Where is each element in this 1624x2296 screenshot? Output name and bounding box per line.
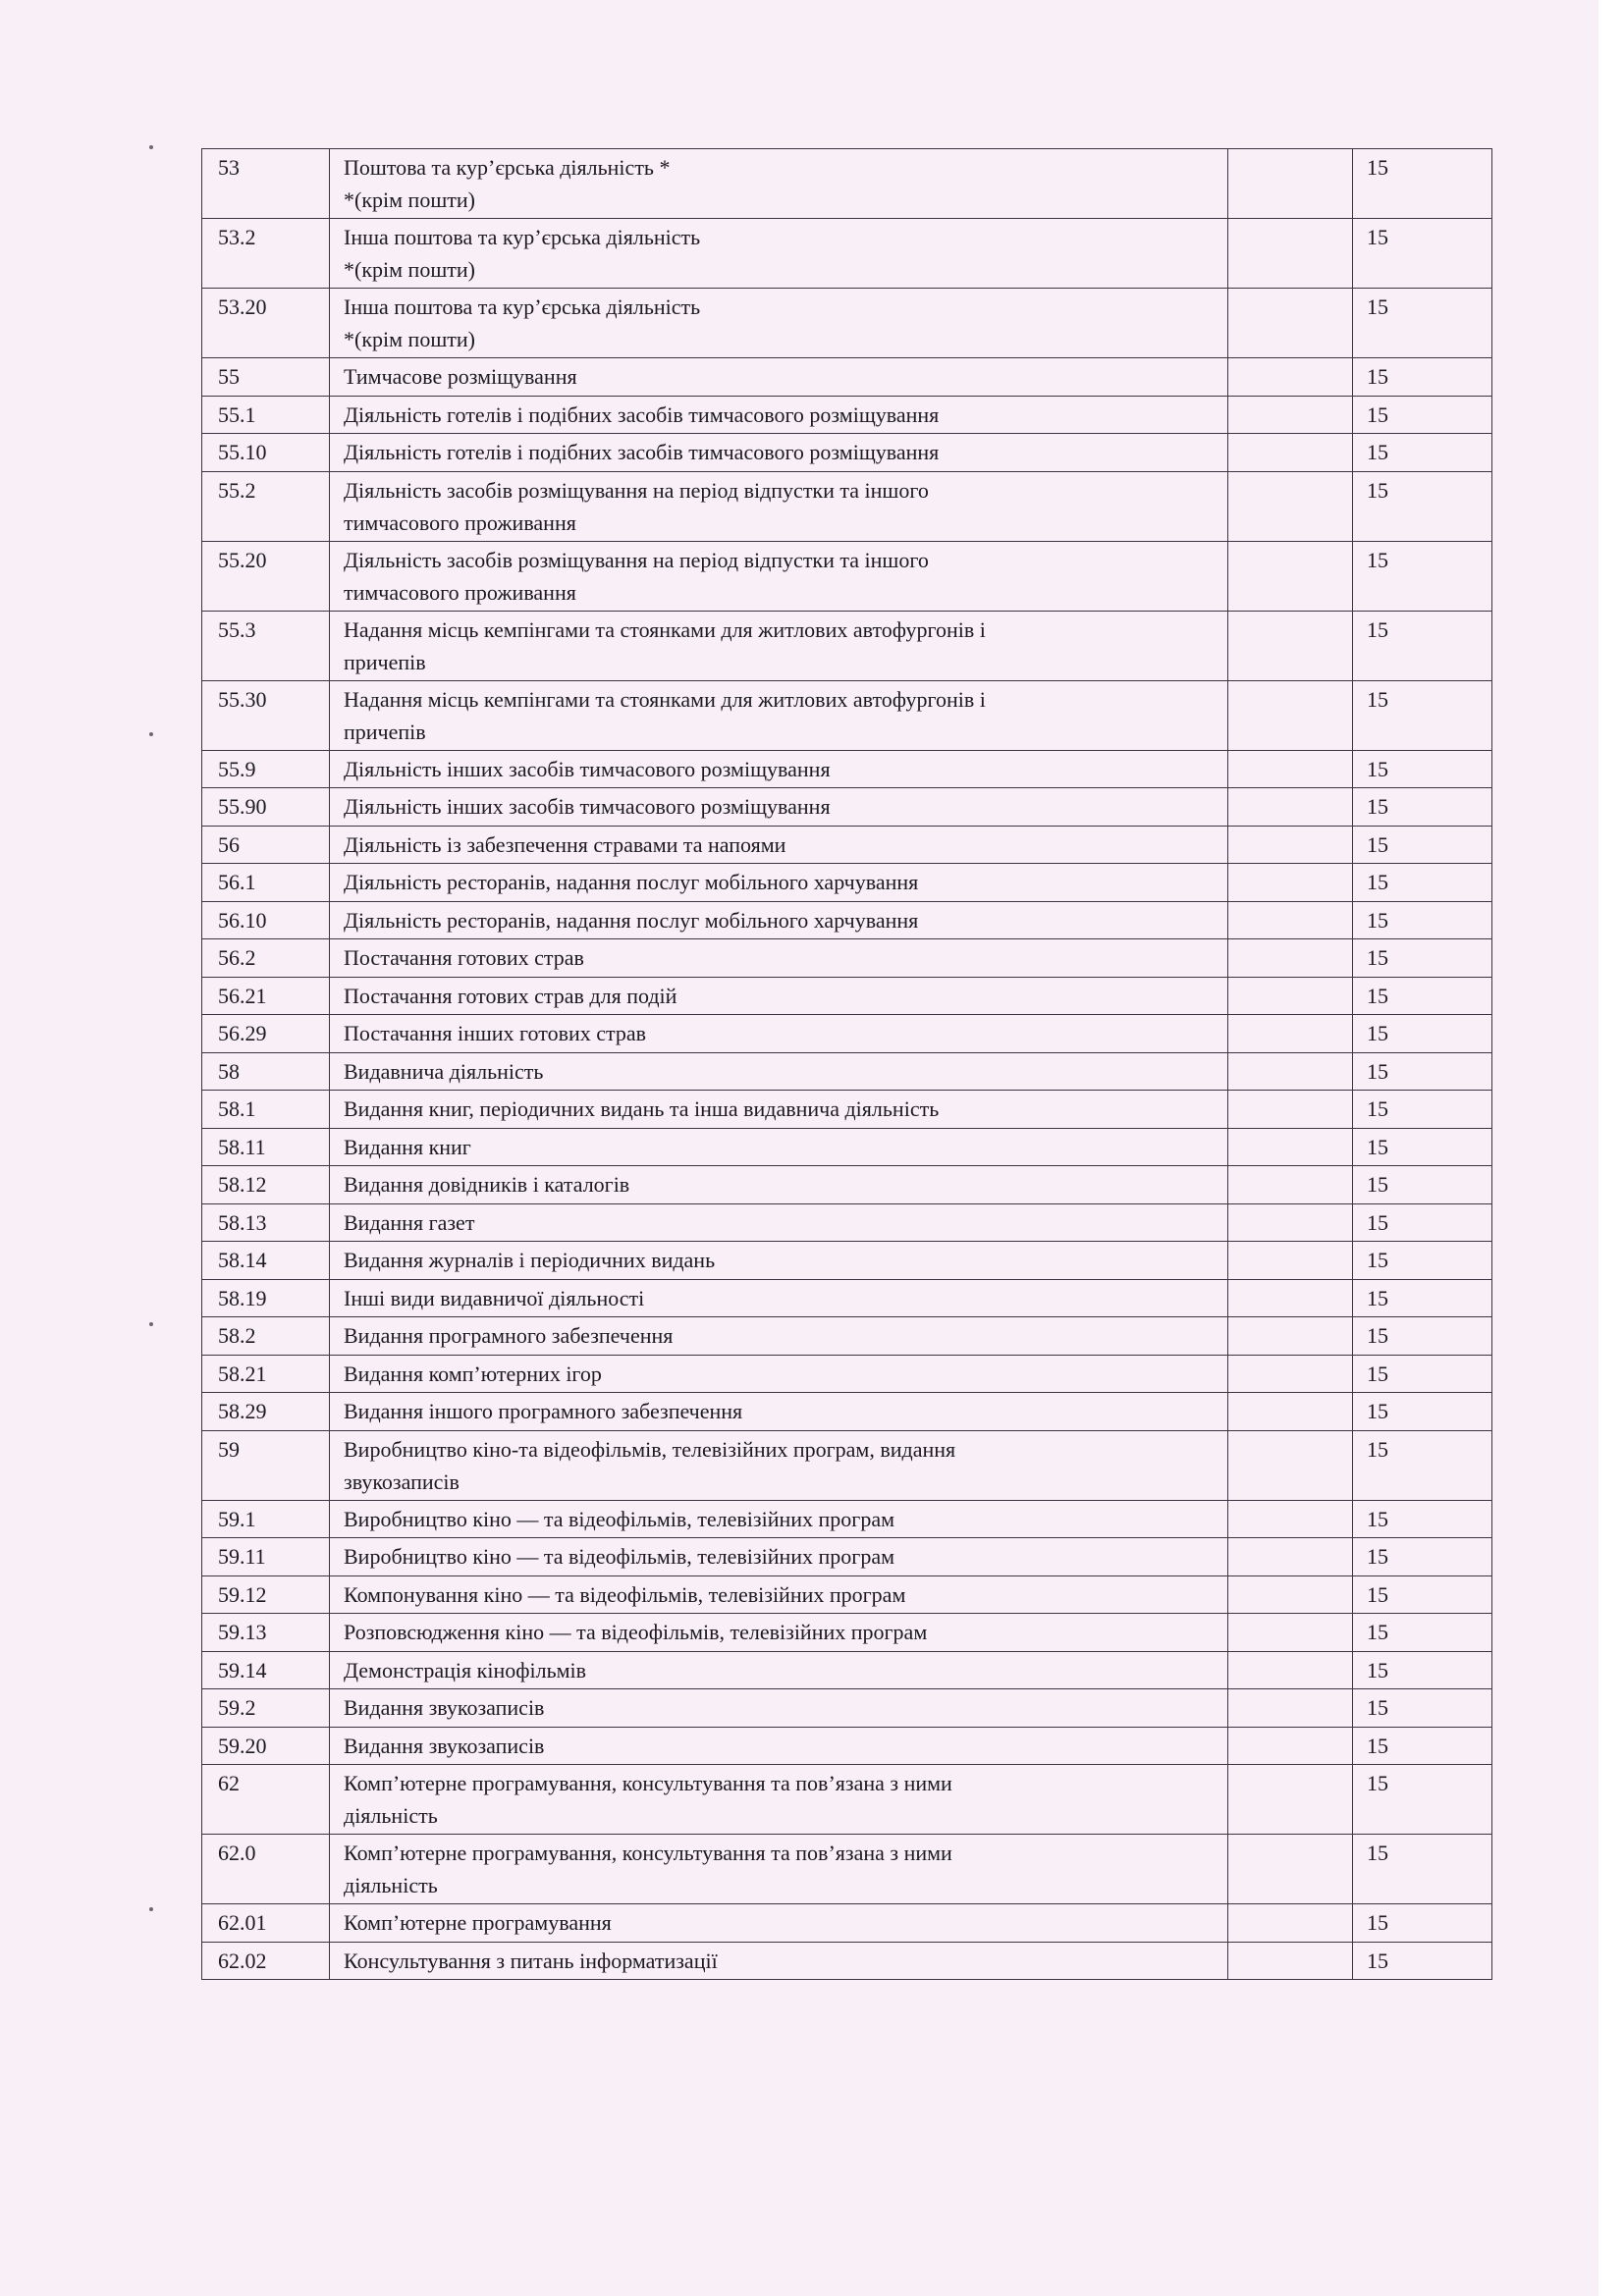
- activity-code: 55.2: [202, 471, 330, 541]
- rate-value: 15: [1353, 1835, 1492, 1904]
- activity-name: Видання звукозаписів: [344, 1733, 545, 1758]
- activity-name-cell: [330, 1500, 1228, 1538]
- scan-speck: [149, 1322, 153, 1326]
- table-row: [202, 289, 1492, 358]
- rate-value: 15: [1353, 471, 1492, 541]
- activity-name-cell: [330, 1166, 1228, 1204]
- table-row: [202, 611, 1492, 680]
- table-row: [202, 1279, 1492, 1317]
- rate-value: 15: [1353, 1052, 1492, 1091]
- activity-name: Виробництво кіно — та відеофільмів, телевізійних програм: [344, 1544, 895, 1569]
- rate-value: 15: [1353, 1765, 1492, 1835]
- activity-name: Видання довідників і каталогів: [344, 1172, 630, 1197]
- table-row: [202, 788, 1492, 827]
- empty-cell: [1228, 471, 1353, 541]
- activity-name-cell: [330, 1317, 1228, 1356]
- empty-cell: [1228, 788, 1353, 827]
- activity-code: 62.0: [202, 1835, 330, 1904]
- rate-value: 15: [1353, 611, 1492, 680]
- empty-cell: [1228, 1575, 1353, 1614]
- activity-name-cell: [330, 1279, 1228, 1317]
- activity-code: 56.29: [202, 1015, 330, 1053]
- empty-cell: [1228, 434, 1353, 472]
- activity-name: Поштова та кур’єрська діяльність * *(крім пошти): [344, 155, 671, 212]
- empty-cell: [1228, 750, 1353, 788]
- activity-name-cell: [330, 1091, 1228, 1129]
- activity-code: 59.2: [202, 1689, 330, 1728]
- activity-code: 58.1: [202, 1091, 330, 1129]
- activity-name-cell: [330, 1430, 1228, 1500]
- empty-cell: [1228, 1355, 1353, 1393]
- activity-code: 55.1: [202, 396, 330, 434]
- activity-name-cell: [330, 1052, 1228, 1091]
- activity-name: Діяльність засобів розміщування на період відпустки та іншого тимчасового проживання: [344, 477, 929, 535]
- activity-name: Демонстрація кінофільмів: [344, 1657, 587, 1682]
- activity-name-cell: [330, 1203, 1228, 1242]
- activity-name: Видання книг: [344, 1134, 471, 1159]
- activity-name-cell: [330, 541, 1228, 611]
- activity-code: 62: [202, 1765, 330, 1835]
- table-row: [202, 901, 1492, 939]
- scan-speck: [149, 732, 153, 736]
- empty-cell: [1228, 977, 1353, 1015]
- rate-value: 15: [1353, 434, 1492, 472]
- empty-cell: [1228, 1727, 1353, 1765]
- activity-code: 55: [202, 358, 330, 397]
- activity-name: Видання журналів і періодичних видань: [344, 1248, 716, 1272]
- activity-code: 58: [202, 1052, 330, 1091]
- table-row: [202, 149, 1492, 219]
- table-row: [202, 1091, 1492, 1129]
- activity-code: 58.29: [202, 1393, 330, 1431]
- activity-code: 53.20: [202, 289, 330, 358]
- rate-value: 15: [1353, 1128, 1492, 1166]
- activity-name-cell: [330, 1538, 1228, 1576]
- table-row: [202, 1128, 1492, 1166]
- rate-value: 15: [1353, 149, 1492, 219]
- rate-value: 15: [1353, 1279, 1492, 1317]
- activity-name-cell: [330, 471, 1228, 541]
- activity-name-cell: [330, 680, 1228, 750]
- empty-cell: [1228, 1015, 1353, 1053]
- empty-cell: [1228, 1430, 1353, 1500]
- table-row: [202, 541, 1492, 611]
- empty-cell: [1228, 1904, 1353, 1943]
- activity-name-cell: [330, 289, 1228, 358]
- activity-code: 58.14: [202, 1242, 330, 1280]
- activity-name: Діяльність готелів і подібних засобів тимчасового розміщування: [344, 401, 940, 427]
- activity-name: Інші види видавничої діяльності: [344, 1285, 645, 1310]
- activity-code: 55.10: [202, 434, 330, 472]
- activity-code: 53: [202, 149, 330, 219]
- activity-name-cell: [330, 434, 1228, 472]
- empty-cell: [1228, 864, 1353, 902]
- rate-value: 15: [1353, 1317, 1492, 1356]
- activity-name-cell: [330, 1393, 1228, 1431]
- table-row: [202, 1430, 1492, 1500]
- table-row: [202, 1015, 1492, 1053]
- empty-cell: [1228, 611, 1353, 680]
- empty-cell: [1228, 1091, 1353, 1129]
- empty-cell: [1228, 1242, 1353, 1280]
- activity-name-cell: [330, 1614, 1228, 1652]
- table-row: [202, 1203, 1492, 1242]
- activity-code: 58.19: [202, 1279, 330, 1317]
- activity-code: 59.14: [202, 1651, 330, 1689]
- activity-code: 59.11: [202, 1538, 330, 1576]
- activity-name: Комп’ютерне програмування, консультування та пов’язана з ними діяльність: [344, 1841, 952, 1897]
- scan-speck: [149, 145, 153, 149]
- table-row: [202, 826, 1492, 864]
- activity-name-cell: [330, 750, 1228, 788]
- activity-code: 59: [202, 1430, 330, 1500]
- empty-cell: [1228, 1052, 1353, 1091]
- rate-value: 15: [1353, 1355, 1492, 1393]
- table-row: [202, 1393, 1492, 1431]
- empty-cell: [1228, 680, 1353, 750]
- activity-code: 55.30: [202, 680, 330, 750]
- page-edge: [1598, 0, 1624, 2296]
- activity-name-cell: [330, 1689, 1228, 1728]
- activity-name: Постачання готових страв: [344, 945, 584, 970]
- activity-code: 59.1: [202, 1500, 330, 1538]
- activity-name-cell: [330, 1651, 1228, 1689]
- activity-name: Надання місць кемпінгами та стоянками для житлових автофургонів і причепів: [344, 616, 986, 674]
- rate-value: 15: [1353, 1575, 1492, 1614]
- empty-cell: [1228, 1765, 1353, 1835]
- rate-value: 15: [1353, 1393, 1492, 1431]
- activity-code: 55.20: [202, 541, 330, 611]
- activity-name-cell: [330, 1835, 1228, 1904]
- activity-name-cell: [330, 1575, 1228, 1614]
- rate-value: 15: [1353, 1242, 1492, 1280]
- table-row: [202, 1651, 1492, 1689]
- rate-value: 15: [1353, 541, 1492, 611]
- activity-name: Видання газет: [344, 1209, 475, 1235]
- rate-value: 15: [1353, 1689, 1492, 1728]
- rate-value: 15: [1353, 1942, 1492, 1980]
- activity-name: Тимчасове розміщування: [344, 364, 577, 389]
- table-body: [202, 149, 1492, 1980]
- activity-code: 62.02: [202, 1942, 330, 1980]
- activity-name: Інша поштова та кур’єрська діяльність *(крім пошти): [344, 294, 701, 351]
- activity-code: 56: [202, 826, 330, 864]
- rate-value: 15: [1353, 864, 1492, 902]
- activity-name-cell: [330, 939, 1228, 978]
- table-row: [202, 1835, 1492, 1904]
- table-row: [202, 750, 1492, 788]
- activity-code: 59.13: [202, 1614, 330, 1652]
- activity-name: Компонування кіно — та відеофільмів, телевізійних програм: [344, 1581, 906, 1607]
- activity-code: 56.10: [202, 901, 330, 939]
- table-row: [202, 396, 1492, 434]
- activity-name-cell: [330, 901, 1228, 939]
- activity-code: 58.2: [202, 1317, 330, 1356]
- activity-name: Видання звукозаписів: [344, 1695, 545, 1720]
- table-row: [202, 939, 1492, 978]
- activity-codes-table: [201, 148, 1492, 1980]
- activity-name-cell: [330, 788, 1228, 827]
- activity-name: Інша поштова та кур’єрська діяльність *(крім пошти): [344, 225, 701, 282]
- rate-value: 15: [1353, 977, 1492, 1015]
- rate-value: 15: [1353, 1500, 1492, 1538]
- rate-value: 15: [1353, 1538, 1492, 1576]
- table-row: [202, 358, 1492, 397]
- activity-code: 55.9: [202, 750, 330, 788]
- empty-cell: [1228, 396, 1353, 434]
- empty-cell: [1228, 1203, 1353, 1242]
- activity-code: 58.13: [202, 1203, 330, 1242]
- empty-cell: [1228, 939, 1353, 978]
- activity-name: Діяльність із забезпечення стравами та напоями: [344, 831, 786, 857]
- activity-name-cell: [330, 1355, 1228, 1393]
- activity-code: 59.20: [202, 1727, 330, 1765]
- activity-code: 58.12: [202, 1166, 330, 1204]
- activity-name-cell: [330, 149, 1228, 219]
- activity-code: 59.12: [202, 1575, 330, 1614]
- empty-cell: [1228, 1166, 1353, 1204]
- rate-value: 15: [1353, 826, 1492, 864]
- activity-name: Розповсюдження кіно — та відеофільмів, телевізійних програм: [344, 1620, 928, 1644]
- activity-name-cell: [330, 1242, 1228, 1280]
- empty-cell: [1228, 1393, 1353, 1431]
- activity-name: Постачання інших готових страв: [344, 1021, 647, 1045]
- activity-name-cell: [330, 611, 1228, 680]
- empty-cell: [1228, 541, 1353, 611]
- table-row: [202, 1355, 1492, 1393]
- rate-value: 15: [1353, 219, 1492, 289]
- empty-cell: [1228, 1689, 1353, 1728]
- table-row: [202, 1942, 1492, 1980]
- activity-name-cell: [330, 1128, 1228, 1166]
- activity-name-cell: [330, 864, 1228, 902]
- empty-cell: [1228, 1835, 1353, 1904]
- table-row: [202, 1765, 1492, 1835]
- rate-value: 15: [1353, 1904, 1492, 1943]
- activity-name-cell: [330, 1765, 1228, 1835]
- activity-name: Видання книг, періодичних видань та інша видавнича діяльність: [344, 1096, 940, 1121]
- rate-value: 15: [1353, 1015, 1492, 1053]
- activity-code: 56.2: [202, 939, 330, 978]
- activity-code: 56.21: [202, 977, 330, 1015]
- rate-value: 15: [1353, 1166, 1492, 1204]
- empty-cell: [1228, 289, 1353, 358]
- activity-name-cell: [330, 396, 1228, 434]
- empty-cell: [1228, 901, 1353, 939]
- activity-code: 58.21: [202, 1355, 330, 1393]
- empty-cell: [1228, 1500, 1353, 1538]
- rate-value: 15: [1353, 1430, 1492, 1500]
- table-row: [202, 864, 1492, 902]
- activity-name: Діяльність інших засобів тимчасового розміщування: [344, 794, 831, 819]
- table-row: [202, 1317, 1492, 1356]
- rate-value: 15: [1353, 289, 1492, 358]
- rate-value: 15: [1353, 680, 1492, 750]
- empty-cell: [1228, 1317, 1353, 1356]
- table-row: [202, 1166, 1492, 1204]
- rate-value: 15: [1353, 396, 1492, 434]
- empty-cell: [1228, 1538, 1353, 1576]
- activity-name: Діяльність інших засобів тимчасового розміщування: [344, 756, 831, 781]
- table-row: [202, 434, 1492, 472]
- rate-value: 15: [1353, 750, 1492, 788]
- activity-name: Діяльність ресторанів, надання послуг мобільного харчування: [344, 870, 919, 894]
- rate-value: 15: [1353, 1727, 1492, 1765]
- table-row: [202, 1500, 1492, 1538]
- activity-name-cell: [330, 1942, 1228, 1980]
- activity-name: Комп’ютерне програмування, консультування та пов’язана з ними діяльність: [344, 1771, 952, 1828]
- activity-name: Консультування з питань інформатизації: [344, 1948, 718, 1973]
- activity-name: Діяльність ресторанів, надання послуг мобільного харчування: [344, 907, 919, 933]
- rate-value: 15: [1353, 358, 1492, 397]
- activity-name: Діяльність засобів розміщування на період відпустки та іншого тимчасового проживання: [344, 547, 929, 605]
- activity-name: Видавнича діяльність: [344, 1058, 544, 1084]
- empty-cell: [1228, 1942, 1353, 1980]
- activity-name-cell: [330, 1727, 1228, 1765]
- activity-name: Виробництво кіно — та відеофільмів, телевізійних програм: [344, 1506, 895, 1531]
- activity-code: 55.90: [202, 788, 330, 827]
- activity-name: Постачання готових страв для подій: [344, 983, 677, 1008]
- activity-name: Надання місць кемпінгами та стоянками для житлових автофургонів і причепів: [344, 686, 986, 744]
- table-row: [202, 1727, 1492, 1765]
- rate-value: 15: [1353, 1203, 1492, 1242]
- empty-cell: [1228, 826, 1353, 864]
- table-row: [202, 219, 1492, 289]
- table-row: [202, 1575, 1492, 1614]
- activity-name-cell: [330, 977, 1228, 1015]
- activity-name: Видання іншого програмного забезпечення: [344, 1399, 743, 1423]
- empty-cell: [1228, 1614, 1353, 1652]
- rate-value: 15: [1353, 939, 1492, 978]
- empty-cell: [1228, 1128, 1353, 1166]
- activity-code: 56.1: [202, 864, 330, 902]
- table-row: [202, 1614, 1492, 1652]
- activity-name: Діяльність готелів і подібних засобів тимчасового розміщування: [344, 440, 940, 464]
- activity-name-cell: [330, 1015, 1228, 1053]
- table-row: [202, 1242, 1492, 1280]
- table-row: [202, 1904, 1492, 1943]
- activity-code: 55.3: [202, 611, 330, 680]
- activity-name: Виробництво кіно-та відеофільмів, телевізійних програм, видання звукозаписів: [344, 1436, 956, 1494]
- table-row: [202, 680, 1492, 750]
- table-row: [202, 1052, 1492, 1091]
- activity-code: 62.01: [202, 1904, 330, 1943]
- empty-cell: [1228, 149, 1353, 219]
- activity-name: Видання програмного забезпечення: [344, 1323, 674, 1348]
- activity-name-cell: [330, 358, 1228, 397]
- table-row: [202, 1538, 1492, 1576]
- empty-cell: [1228, 358, 1353, 397]
- activity-name: Видання комп’ютерних ігор: [344, 1361, 602, 1386]
- activity-name: Комп’ютерне програмування: [344, 1910, 612, 1935]
- table-row: [202, 1689, 1492, 1728]
- activity-code: 58.11: [202, 1128, 330, 1166]
- table-row: [202, 977, 1492, 1015]
- activity-name-cell: [330, 219, 1228, 289]
- rate-value: 15: [1353, 901, 1492, 939]
- table-row: [202, 471, 1492, 541]
- empty-cell: [1228, 219, 1353, 289]
- activity-name-cell: [330, 826, 1228, 864]
- rate-value: 15: [1353, 1651, 1492, 1689]
- activity-code: 53.2: [202, 219, 330, 289]
- rate-value: 15: [1353, 1091, 1492, 1129]
- rate-value: 15: [1353, 788, 1492, 827]
- empty-cell: [1228, 1651, 1353, 1689]
- rate-value: 15: [1353, 1614, 1492, 1652]
- scan-speck: [149, 1907, 153, 1911]
- activity-name-cell: [330, 1904, 1228, 1943]
- empty-cell: [1228, 1279, 1353, 1317]
